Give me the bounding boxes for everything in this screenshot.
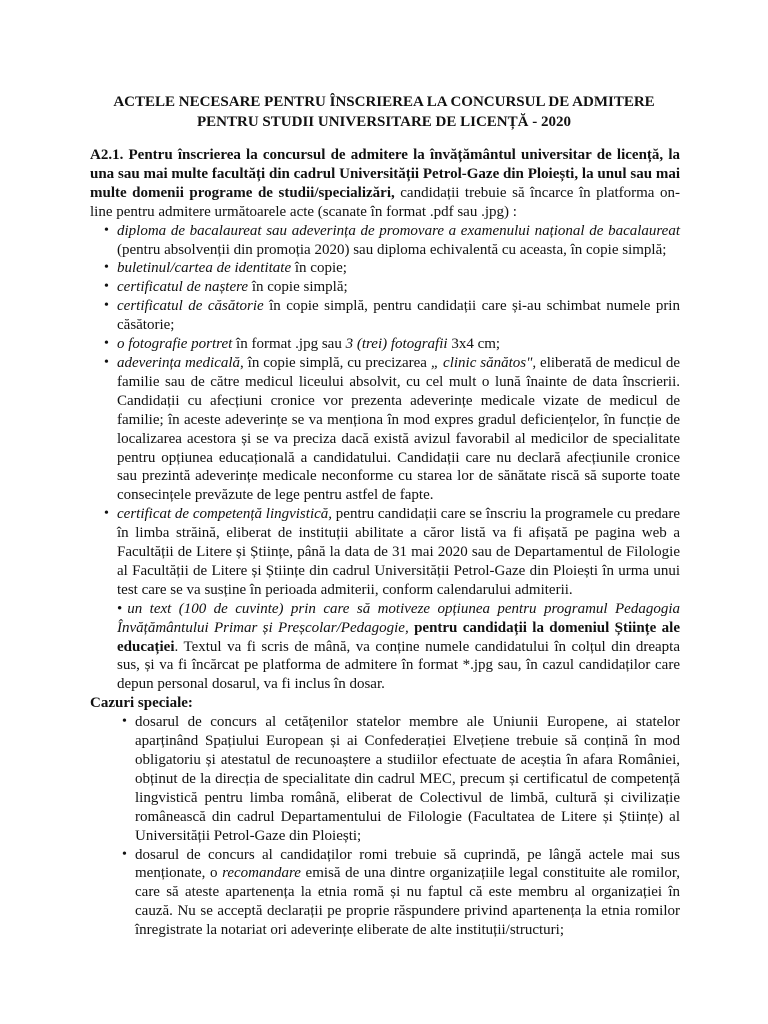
list-item	[117, 222, 680, 260]
list-item	[135, 846, 680, 941]
item-text: 3x4 cm;	[447, 336, 501, 353]
list-item	[117, 600, 680, 695]
document-body	[90, 146, 680, 940]
list-item	[117, 354, 680, 505]
item-bold: pentru candidații la domeniul Științe ale educației	[117, 619, 680, 655]
item-text: în format .jpg sau	[232, 336, 346, 353]
item-italic: o fotografie portret	[117, 336, 233, 353]
item-text: dosarul de concurs al candidaților romi trebuie să cuprindă, pe lângă actele mai sus menționate, o	[135, 846, 680, 882]
list-item	[117, 335, 680, 354]
title-line-1: ACTELE NECESARE PENTRU ÎNSCRIEREA LA CONCURSUL DE ADMITERE	[113, 94, 655, 110]
special-cases-list	[90, 713, 680, 940]
item-italic: certificatul de naștere	[117, 279, 249, 296]
item-italic: adeverința medicală	[117, 354, 241, 371]
item-italic: buletinul/cartea de identitate	[117, 260, 292, 277]
item-italic: un text (100 de cuvinte) prin care să motiveze opțiunea pentru programul Pedagogia Învățământului Primar și Preșcolar/Pedagogie,	[117, 600, 680, 636]
item-text: în copie simplă, pentru candidații care și-au schimbat numele prin căsătorie;	[117, 298, 680, 334]
item-text: emisă de una dintre organizațiile legal constituite ale romilor, care să ateste apartenența la etnia romă și nu faptul că este membru al organizației în cauză. Nu se acceptă declarații pe proprie răspundere privind apartenența la etnia romilor înregistrate la notariat ori adeverințe eliberate de alte instituții/structuri;	[135, 865, 680, 939]
item-text: (pentru absolvenții din promoția 2020) sau diploma echivalentă cu aceasta, în copie simplă;	[117, 241, 667, 258]
document-title	[60, 92, 708, 132]
intro-normal: candidații trebuie să încarce în platforma on-line pentru admitere următoarele acte (scanate în format .pdf sau .jpg) :	[90, 184, 680, 220]
title-line-2: PENTRU STUDII UNIVERSITARE DE LICENȚĂ - 2020	[197, 114, 571, 130]
item-italic: certificat de competență lingvistică,	[117, 506, 333, 523]
item-text: eliberată de medicul de familie sau de către medicul liceului absolvit, cu cel mult o lună înainte de data înscrierii. Candidații cu afecțiuni cronice vor prezenta adeverințe medicale vizate de medicul de familie; în aceste adeverințe se va menționa în mod expres gradul deficiențelor, în funcție de localizarea acestora și se va preciza dacă există avizul favorabil al medicilor de specialitate pentru opțiunea educațională a candidatului. Candidații care nu declară afecțiunile cronice sau prezintă adeverințe medicale neconforme cu starea lor de sănătate riscă să suporte toate consecințele prevăzute de lege pentru astfel de fapte.	[117, 354, 680, 504]
bullet-icon: •	[117, 600, 123, 617]
intro-paragraph	[90, 146, 680, 222]
required-documents-list	[90, 222, 680, 695]
list-item	[117, 278, 680, 297]
list-item	[135, 713, 680, 845]
item-italic: „ clinic sănătos",	[430, 354, 537, 371]
item-text: , în copie simplă, cu precizarea	[240, 354, 431, 371]
list-item	[117, 505, 680, 600]
list-item	[117, 259, 680, 278]
item-text: în copie simplă;	[248, 279, 348, 296]
intro-bold: A2.1. Pentru înscrierea la concursul de admitere la învățământul universitar de licență, la una sau mai multe facultăți din cadrul Universității Petrol-Gaze din Ploiești, la unul sau mai multe domenii programe de studii/specializări,	[90, 147, 680, 201]
item-text: . Textul va fi scris de mână, va conține numele candidatului în colțul din dreapta sus, și va fi încărcat pe platforma de admitere în format *.jpg sau, în cazul candidaților care depun personal dosarul, va fi inclus în dosar.	[117, 638, 680, 693]
item-text: în copie;	[291, 260, 347, 277]
item-italic: recomandare	[222, 865, 301, 882]
item-text: pentru candidații care se înscriu la programele cu predare în limba străină, eliberat de instituții abilitate a căror listă va fi afișată pe pagina web a Facultății de Litere și Științe, până la data de 31 mai 2020 sau de Departamentul de Filologie al Facultății de Litere și Științe din cadrul Universității Petrol-Gaze din Ploiești în urma unui test care se va susține în perioada admiterii, conform calendarului admiterii.	[117, 506, 680, 598]
item-italic: diploma de bacalaureat sau adeverința de promovare a examenului național de bacalaureat	[117, 222, 680, 239]
item-italic: certificatul de căsătorie	[117, 298, 264, 315]
item-italic: 3 (trei) fotografii	[345, 336, 448, 353]
special-cases-heading: Cazuri speciale:	[90, 695, 193, 712]
item-text: dosarul de concurs al cetățenilor statelor membre ale Uniunii Europene, ai statelor aparținând Spațiului European și ai Confederației Elvețiene trebuie să conțină în mod obligatoriu și atestatul de recunoaștere a studiilor efectuate de aceștia în afara României, obținut de la direcția de specialitate din cadrul MEC, precum și certificatul de competență lingvistică pentru limba română, eliberat de Colectivul de limbă, cultură și civilizație românească din cadrul Departamentului de Filologie (Facultatea de Litere și Științe) al Universității Petrol-Gaze din Ploiești;	[135, 714, 680, 844]
list-item	[117, 297, 680, 335]
